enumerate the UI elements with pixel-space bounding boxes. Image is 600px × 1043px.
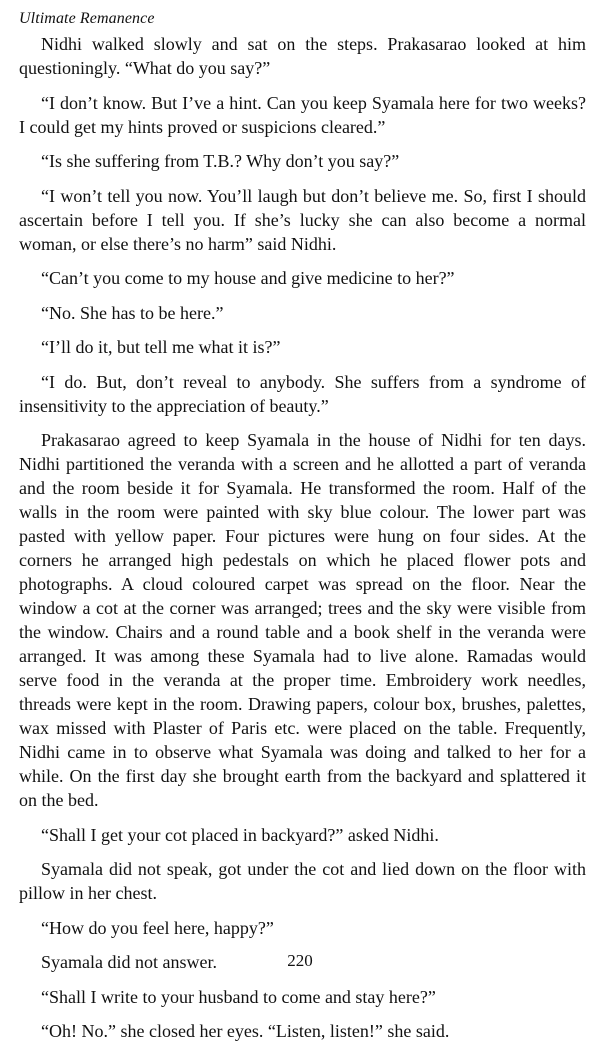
- paragraph: “Is she suffering from T.B.? Why don’t you say?”: [41, 151, 400, 171]
- paragraph: “Can’t you come to my house and give medicine to her?”: [41, 268, 455, 288]
- paragraph: “No. She has to be here.”: [41, 302, 224, 323]
- paragraph: Prakasarao agreed to keep Syamala in the house of Nidhi for ten days. Nidhi partitioned the veranda with a screen and he allotted a part of veranda and the room beside it for Syamala. He transformed the room. Half of the walls in the room were painted with sky blue colour. The lower part was pasted with yellow paper. Four pictures were hung on four sides. At the corners he arranged high pedestals on which he placed flower pots and photographs. A cloud coloured carpet was spread on the floor. Near the window a cot at the corner was arranged; trees and the sky were visible from the window. Chairs and a round table and a book shelf in the veranda were arranged. It was among these Syamala had to live alone. Ramadas would serve food in the veranda at the proper time. Embroidery work needles, threads were kept in the room. Drawing papers, colour box, brushes, palettes, wax missed with Plaster of Paris etc. were placed on the table. Frequently, Nidhi came in to observe what Syamala was doing and talked to her for a while. On the first day she brought earth from the backyard and splattered it on the bed.: [19, 430, 586, 810]
- paragraph: “Shall I write to your husband to come and stay here?”: [41, 986, 436, 1007]
- paragraph: Syamala did not answer.: [41, 952, 217, 972]
- paragraph: “How do you feel here, happy?”: [41, 917, 274, 938]
- running-header: Ultimate Remanence: [19, 10, 155, 27]
- paragraph: Syamala did not speak, got under the cot and lied down on the floor with pillow in her chest.: [19, 859, 586, 903]
- paragraph: “I won’t tell you now. You’ll laugh but don’t believe me. So, first I should ascertain before I tell you. If she’s lucky she can also become a normal woman, or else there’s no harm” said Nidhi.: [19, 185, 586, 254]
- body-text: [19, 32, 586, 1043]
- paragraph: Nidhi walked slowly and sat on the steps. Prakasarao looked at him questioningly. “What do you say?”: [19, 34, 586, 78]
- paragraph: “Shall I get your cot placed in backyard?” asked Nidhi.: [41, 824, 439, 845]
- paragraph: “I do. But, don’t reveal to anybody. She suffers from a syndrome of insensitivity to the appreciation of beauty.”: [19, 371, 586, 416]
- paragraph: “Oh! No.” she closed her eyes. “Listen, listen!” she said.: [41, 1021, 450, 1041]
- page-number: 220: [287, 951, 313, 970]
- paragraph: “I don’t know. But I’ve a hint. Can you keep Syamala here for two weeks? I could get my hints proved or suspicions cleared.”: [19, 92, 586, 137]
- paragraph: “I’ll do it, but tell me what it is?”: [41, 337, 281, 357]
